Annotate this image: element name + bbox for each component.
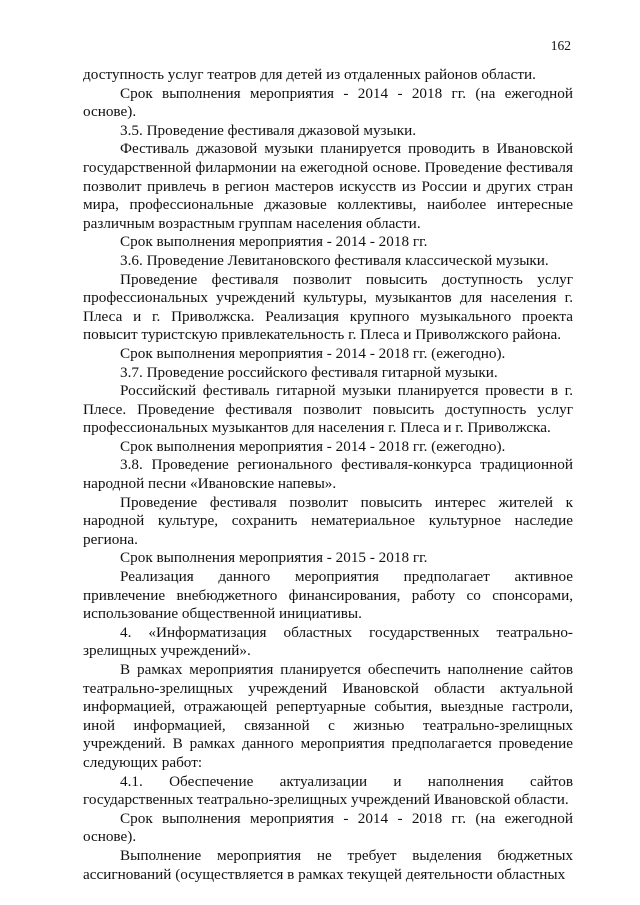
- paragraph: Проведение фестиваля позволит повысить интерес жителей к народной культуре, сохранить нематериальное культурное наследие региона.: [83, 493, 573, 548]
- paragraph: Фестиваль джазовой музыки планируется проводить в Ивановской государственной филармонии на ежегодной основе. Проведение фестиваля позволит привлечь в регион мастеров искусств из России и других стран мира, профессиональные джазовые коллективы, наиболее интересные различным возрастным группам населения области.: [83, 140, 573, 232]
- paragraph: Проведение фестиваля позволит повысить доступность услуг профессиональных учреждений культуры, музыкантов для населения г. Плеса и г. Приволжска. Реализация крупного музыкального проекта повысит туристскую привлекательность г. Плеса и Приволжского района.: [83, 270, 573, 344]
- paragraph: Российский фестиваль гитарной музыки планируется провести в г. Плесе. Проведение фестиваля позволит повысить доступность услуг профессиональных музыкантов для населения г. Плеса и г. Приволжска.: [83, 382, 573, 437]
- section-heading: 3.8. Проведение регионального фестиваля-конкурса традиционной народной песни «Ивановские напевы».: [83, 456, 573, 493]
- paragraph: Реализация данного мероприятия предполагает активное привлечение внебюджетного финансирования, работу со спонсорами, использование общественной инициативы.: [83, 568, 573, 623]
- section-heading: 3.6. Проведение Левитановского фестиваля классической музыки.: [120, 251, 549, 269]
- paragraph: Срок выполнения мероприятия - 2014 - 2018 гг.: [120, 233, 428, 251]
- paragraph: Выполнение мероприятия не требует выделения бюджетных ассигнований (осуществляется в рамках текущей деятельности областных: [83, 846, 573, 883]
- page-number: 162: [550, 38, 571, 53]
- section-heading: 3.5. Проведение фестиваля джазовой музыки.: [120, 121, 417, 139]
- paragraph: доступность услуг театров для детей из отдаленных районов области.: [83, 66, 536, 83]
- paragraph: Срок выполнения мероприятия - 2015 - 2018 гг.: [120, 549, 428, 567]
- paragraph: Срок выполнения мероприятия - 2014 - 2018 гг. (ежегодно).: [120, 437, 506, 455]
- section-heading: 4.1. Обеспечение актуализации и наполнения сайтов государственных театрально-зрелищных учреждений Ивановской области.: [83, 772, 573, 809]
- section-heading: 3.7. Проведение российского фестиваля гитарной музыки.: [120, 363, 498, 381]
- paragraph: Срок выполнения мероприятия - 2014 - 2018 гг. (ежегодно).: [120, 344, 506, 362]
- paragraph: Срок выполнения мероприятия - 2014 - 2018 гг. (на ежегодной основе).: [83, 84, 573, 121]
- document-body: [83, 66, 573, 884]
- section-heading: 4. «Информатизация областных государственных театрально-зрелищных учреждений».: [83, 623, 573, 660]
- paragraph: Срок выполнения мероприятия - 2014 - 2018 гг. (на ежегодной основе).: [83, 809, 573, 846]
- paragraph: В рамках мероприятия планируется обеспечить наполнение сайтов театрально-зрелищных учреждений Ивановской области актуальной информацией, отражающей репертуарные события, выездные гастроли, иной информацией, связанной с жизнью театрально-зрелищных учреждений. В рамках данного мероприятия предполагается проведение следующих работ:: [83, 661, 573, 771]
